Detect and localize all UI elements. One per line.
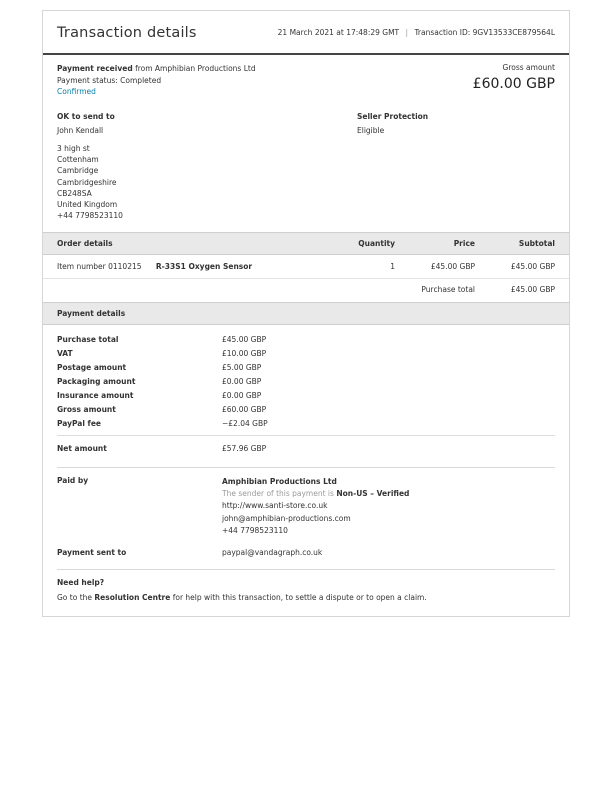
payment-row-label: VAT [57, 349, 73, 359]
address-line: Cottenham [57, 155, 99, 165]
receipt-header [43, 11, 569, 55]
ok-to-send-block [57, 112, 357, 222]
payer-name: Amphibian Productions Ltd [222, 476, 337, 486]
resolution-centre-link[interactable]: Resolution Centre [94, 592, 171, 602]
seller-protection-block [357, 112, 428, 222]
item-price: £45.00 GBP [430, 261, 475, 271]
address-line: +44 7798523110 [57, 211, 123, 221]
paid-by-details [222, 476, 409, 538]
address-line: United Kingdom [57, 200, 118, 210]
payment-received-line [57, 63, 256, 75]
purchase-total-value: £45.00 GBP [510, 284, 555, 294]
summary-block [43, 55, 569, 108]
recipient-name: John Kendall [57, 125, 104, 135]
address-line: 3 high st [57, 143, 90, 153]
summary-status [57, 63, 256, 98]
payment-row-value: £0.00 GBP [222, 377, 262, 387]
ok-to-send-title: OK to send to [57, 111, 115, 121]
transaction-id: Transaction ID: 9GV13533CE879564L [414, 28, 555, 37]
payment-row-value: £0.00 GBP [222, 391, 262, 401]
payment-received-label: Payment received [57, 64, 133, 73]
transaction-date: 21 March 2021 at 17:48:29 GMT [277, 28, 400, 37]
payer-website[interactable]: http://www.santi-store.co.uk [222, 501, 328, 511]
paid-by-label: Paid by [57, 475, 89, 485]
payment-row-label: Gross amount [57, 405, 116, 415]
meta-separator: | [405, 28, 409, 37]
sender-verification-status: Non-US – Verified [336, 489, 410, 498]
payment-sent-to-label: Payment sent to [57, 547, 127, 557]
payment-status-value: Completed [117, 75, 162, 85]
column-header-price: Price [453, 238, 475, 248]
payment-sent-to-block [43, 542, 569, 567]
payment-details-list [43, 325, 569, 465]
order-item-cell [57, 262, 325, 271]
payment-row [57, 417, 555, 431]
net-amount-row [57, 440, 555, 461]
payer-email[interactable]: john@amphibian-productions.com [222, 513, 351, 523]
net-amount-label: Net amount [57, 443, 107, 453]
help-text-before: Go to the [57, 592, 95, 602]
seller-protection-title: Seller Protection [357, 111, 429, 121]
payment-row-value: £60.00 GBP [222, 405, 267, 415]
header-meta [278, 28, 555, 38]
payment-row-value: £45.00 GBP [222, 335, 267, 345]
payment-row-label: Insurance amount [57, 391, 134, 401]
confirmed-badge: Confirmed [57, 87, 96, 97]
payment-row-label: Postage amount [57, 363, 127, 373]
gross-amount-value: £60.00 GBP [472, 76, 555, 92]
payment-status-label: Payment status: [57, 75, 118, 85]
help-text-after: for help with this transaction, to settle a dispute or to open a claim. [170, 592, 427, 602]
payment-row-value: £5.00 GBP [222, 363, 262, 373]
address-line: Cambridgeshire [57, 177, 117, 187]
payment-row-value: −£2.04 GBP [222, 419, 268, 429]
payment-row [57, 333, 555, 347]
table-row [43, 255, 569, 279]
address-line: Cambridge [57, 166, 99, 176]
column-header-quantity: Quantity [358, 238, 395, 248]
payment-row-label: Purchase total [57, 335, 119, 345]
sender-verification [222, 488, 409, 500]
column-header-order-details: Order details [57, 238, 113, 248]
payment-row-label: Packaging amount [57, 377, 136, 387]
payment-received-source: from Amphibian Productions Ltd [132, 64, 256, 73]
gross-amount-block [473, 63, 555, 98]
payment-row-label: PayPal fee [57, 419, 101, 429]
purchase-total-label: Purchase total [421, 284, 475, 294]
purchase-total-row [43, 279, 569, 302]
item-quantity: 1 [390, 261, 395, 271]
address-and-protection [43, 108, 569, 232]
gross-amount-label: Gross amount [502, 63, 555, 72]
divider [57, 435, 555, 436]
payer-phone: +44 7798523110 [222, 526, 288, 536]
item-number: Item number 0110215 [57, 261, 142, 271]
payment-row [57, 347, 555, 361]
payment-status-line [57, 75, 256, 87]
need-help-title: Need help? [57, 577, 105, 587]
item-name: R-33S1 Oxygen Sensor [155, 261, 253, 271]
payment-details-title: Payment details [43, 302, 569, 325]
need-help-text [43, 591, 569, 616]
column-header-subtotal: Subtotal [518, 238, 555, 248]
payment-row [57, 375, 555, 389]
sender-verification-prefix: The sender of this payment is [222, 489, 337, 498]
seller-protection-value: Eligible [357, 125, 385, 135]
paid-by-block [43, 468, 569, 542]
payment-row-value: £10.00 GBP [222, 349, 267, 359]
order-details-header [43, 232, 569, 255]
page-title: Transaction details [57, 25, 197, 41]
payment-sent-to-value: paypal@vandagraph.co.uk [222, 547, 323, 557]
item-subtotal: £45.00 GBP [510, 261, 555, 271]
transaction-receipt [42, 10, 570, 617]
payment-row [57, 389, 555, 403]
payment-row [57, 403, 555, 417]
address-line: CB248SA [57, 188, 92, 198]
net-amount-value: £57.96 GBP [222, 443, 267, 453]
payment-row [57, 361, 555, 375]
